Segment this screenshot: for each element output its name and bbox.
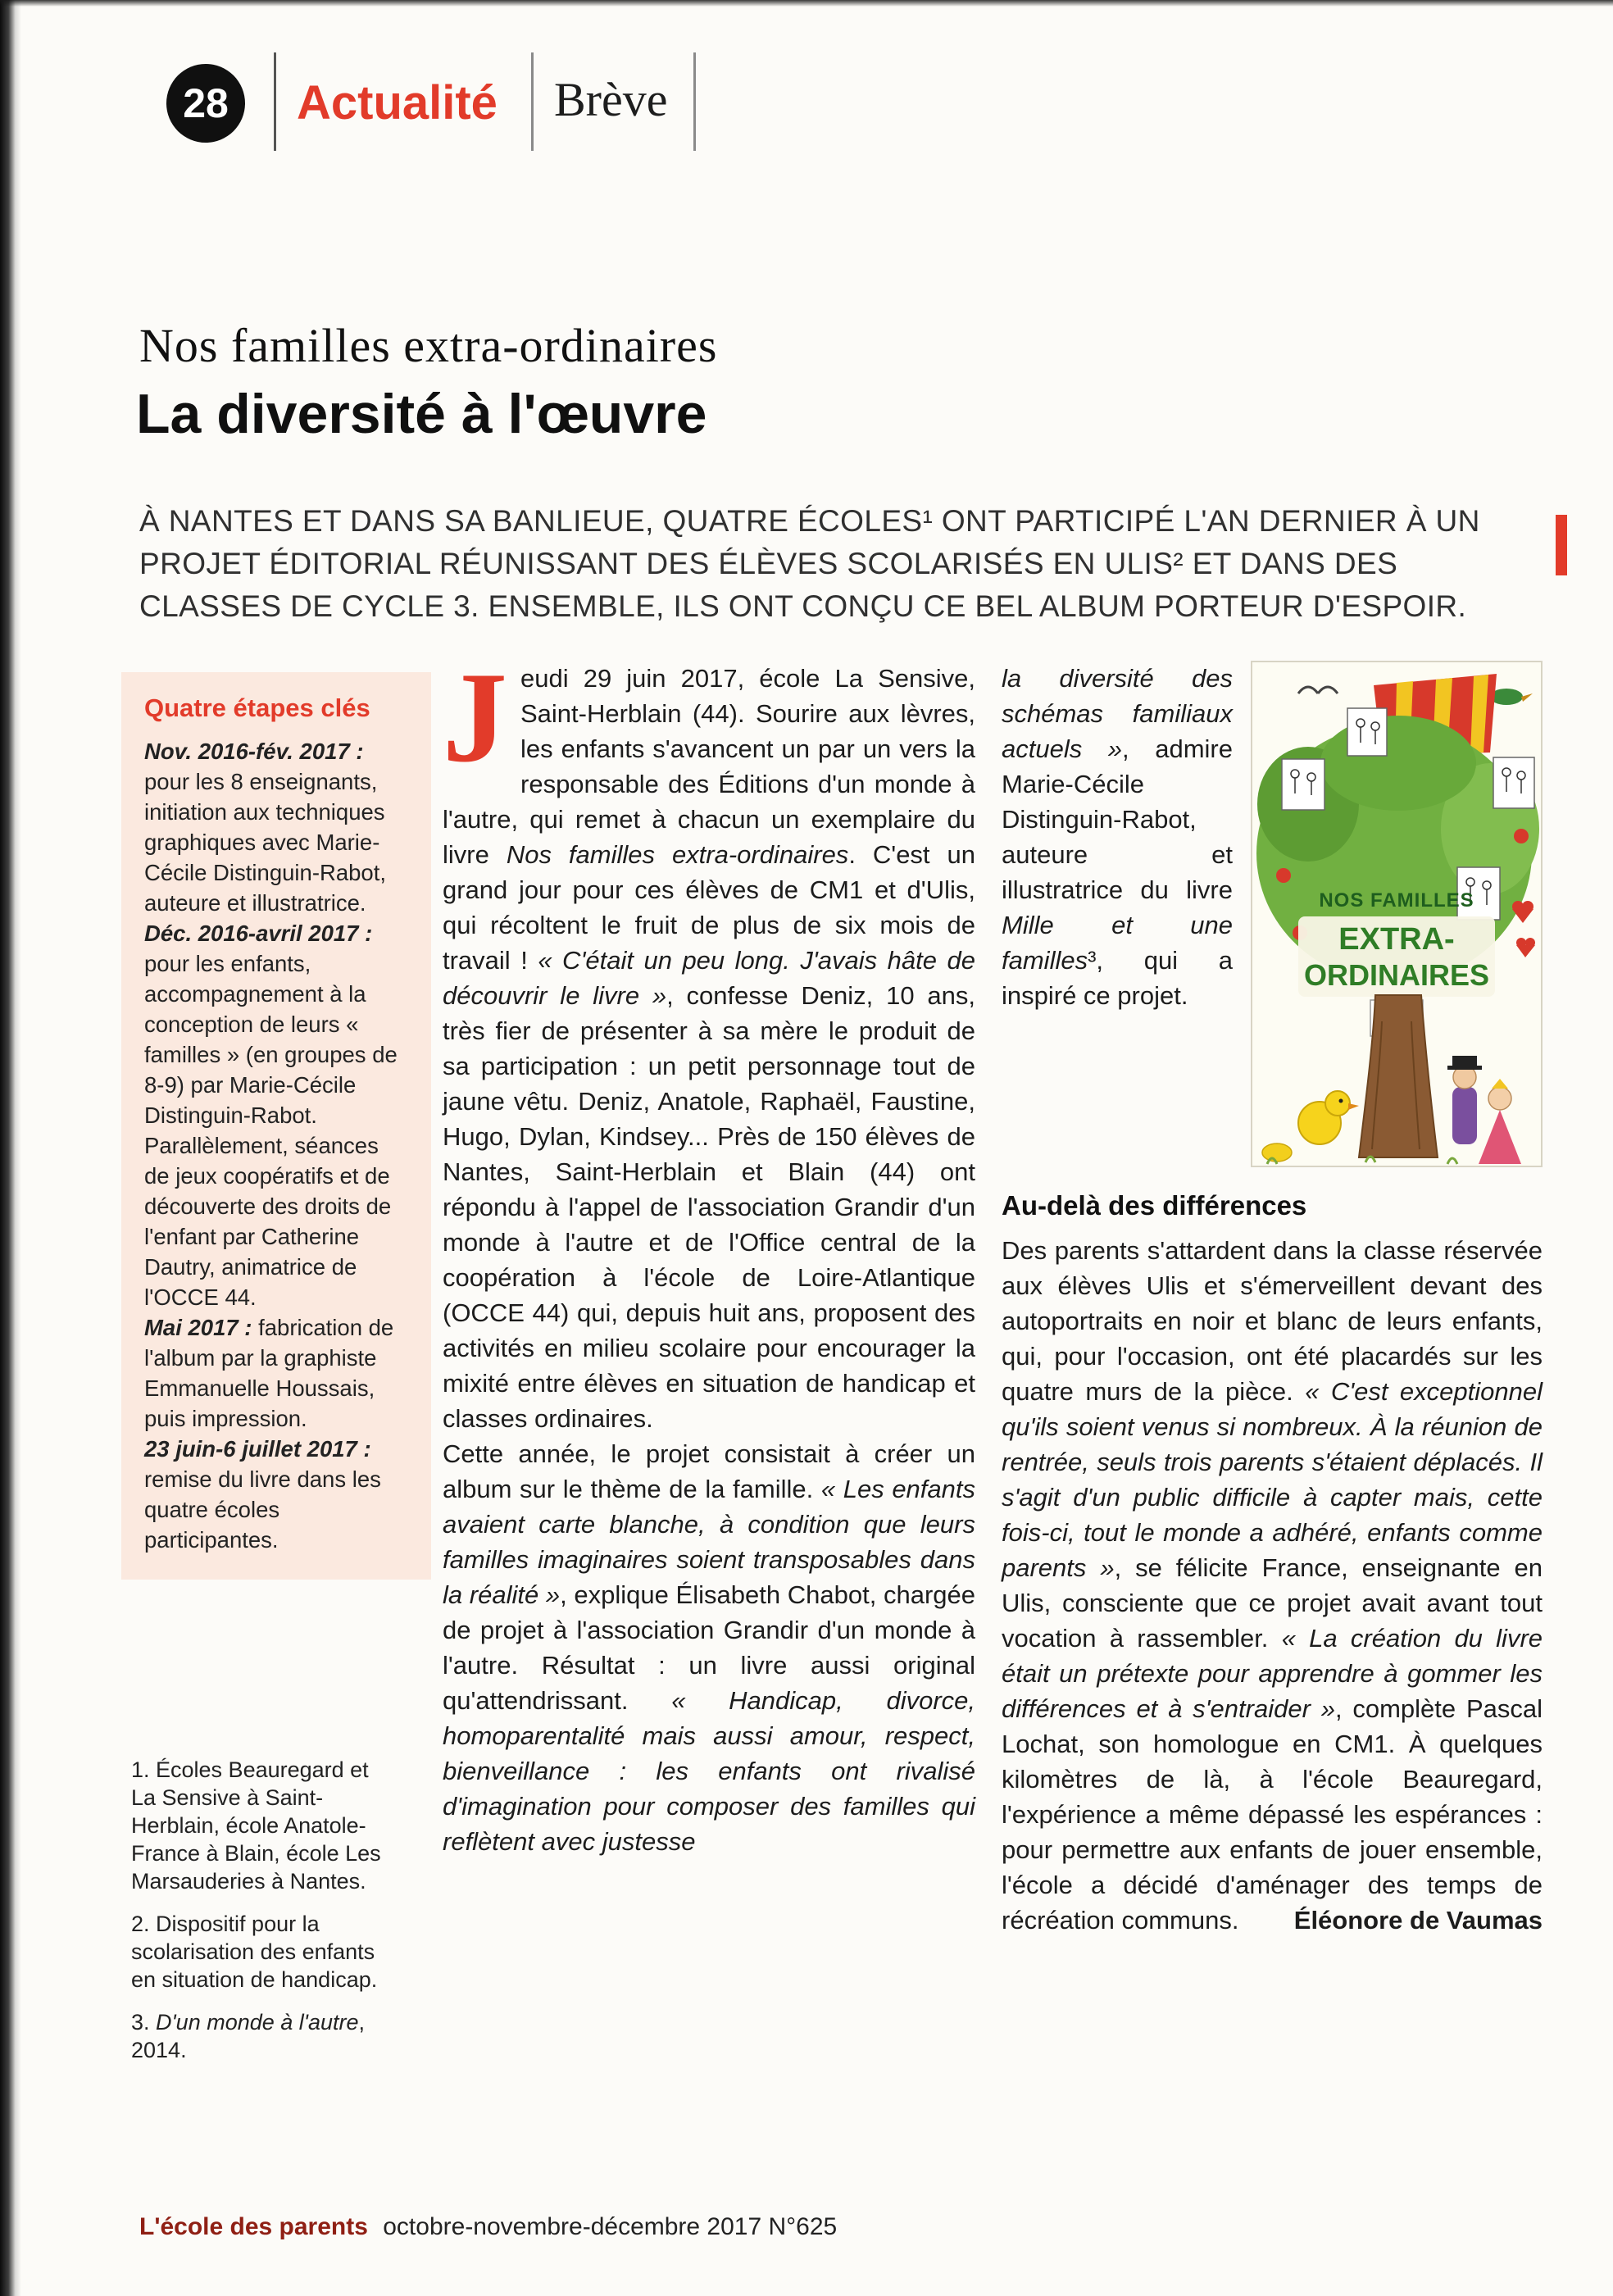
article-paragraph-3: la diversité des schémas familiaux actuels », admire Marie-Cécile Distinguin-Rabot, auteure et illustratrice du livre Mille et une familles³, qui a inspiré ce projet. bbox=[1002, 664, 1233, 1010]
key-step-date: Mai 2017 : bbox=[144, 1315, 259, 1340]
key-step-text: pour les 8 enseignants, initiation aux techniques graphiques avec Marie-Cécile Distinguin-Rabot, auteure et illustratrice. bbox=[144, 769, 386, 916]
key-step-text: fabrication de l'album par la graphiste Emmanuelle Houssais, puis impression. bbox=[144, 1315, 394, 1431]
book-cover-illustration bbox=[1251, 661, 1543, 1167]
key-steps-title: Quatre étapes clés bbox=[144, 693, 370, 722]
key-step-item bbox=[144, 1312, 408, 1434]
footnotes bbox=[131, 1756, 387, 2079]
article-column-1 bbox=[443, 646, 976, 1859]
key-step-item bbox=[144, 736, 408, 918]
footnote-2: 2. Dispositif pour la scolarisation des enfants en situation de handicap. bbox=[131, 1912, 378, 1992]
scan-edge-left bbox=[0, 0, 21, 2296]
article-column-2 bbox=[1002, 661, 1543, 1938]
footnote-3: 3. D'un monde à l'autre, 2014. bbox=[131, 2010, 366, 2062]
key-step-item bbox=[144, 1434, 408, 1555]
article-paragraph-2: Cette année, le projet consistait à créer un album sur le thème de la famille. « Les enfants avaient carte blanche, à condition que leurs familles imaginaires soient transposables dans la réalité », explique Élisabeth Chabot, chargée de projet à l'association Grandir d'un monde à l'autre. Résultat : un livre aussi original qu'attendrissant. « Handicap, divorce, homoparentalité mais aussi amour, respect, bienveillance : les enfants ont rivalisé d'imagination pour composer des familles qui reflètent avec justesse bbox=[443, 1439, 976, 1856]
article-kicker: Nos familles extra-ordinaires bbox=[139, 319, 718, 372]
page-footer bbox=[139, 2213, 837, 2241]
page-number-badge: 28 bbox=[166, 64, 245, 143]
key-steps-box bbox=[121, 672, 431, 1580]
photo-card bbox=[1347, 708, 1387, 756]
scan-edge-top bbox=[0, 0, 1613, 7]
book-title-line3: ORDINAIRES bbox=[1303, 958, 1490, 992]
issue-info: octobre-novembre-décembre 2017 N°625 bbox=[383, 2213, 838, 2240]
paragraph-text: eudi 29 juin 2017, école La Sensive, Saint-Herblain (44). Sourire aux lèvres, les enfants s'avancent un par un vers la responsable des Éditions d'un monde à l'autre, qui remet à chacun un exemplaire du livre Nos familles extra-ordinaires. C'est un grand jour pour ces élèves de CM1 et d'Ulis, qui récoltent le fruit de plus de six mois de travail ! « C'était un peu long. J'avais hâte de découvrir le livre », confesse Deniz, 10 ans, très fier de présenter à sa mère le produit de sa participation : un petit personnage tout de jaune vêtu. Deniz, Anatole, Raphaël, Faustine, Hugo, Dylan, Kindsey... Près de 150 élèves de Nantes, Saint-Herblain et Blain (44) ont répondu à l'appel de l'association Grandir d'un monde à l'autre et de l'Office central de la coopération à l'école de Loire-Atlantique (OCCE 44) qui, depuis huit ans, proposent des activités en milieu scolaire pour encourager la mixité entre élèves en situation de handicap et classes ordinaires. bbox=[443, 664, 975, 1433]
key-step-item bbox=[144, 918, 408, 1312]
section-label: Actualité bbox=[297, 76, 498, 130]
photo-card bbox=[1282, 759, 1324, 810]
article-standfirst: À NANTES ET DANS SA BANLIEUE, QUATRE ÉCOLES¹ ONT PARTICIPÉ L'AN DERNIER À UN PROJET ÉDITORIAL RÉUNISSANT DES ÉLÈVES SCOLARISÉS EN ULIS² ET DANS DES CLASSES DE CYCLE 3. ENSEMBLE, ILS ONT CONÇU CE BEL ALBUM PORTEUR D'ESPOIR. bbox=[139, 504, 1480, 623]
bird-icon bbox=[1262, 1143, 1292, 1162]
top-hat-figure bbox=[1447, 1056, 1482, 1144]
byline: Éléonore de Vaumas bbox=[1293, 1906, 1543, 1935]
article-paragraph-4 bbox=[1002, 1233, 1543, 1938]
subsection-label: Brève bbox=[554, 73, 668, 126]
header-divider bbox=[531, 52, 534, 151]
book-title-small: NOS FAMILLES bbox=[1319, 889, 1474, 912]
header-divider bbox=[693, 52, 696, 151]
photo-card bbox=[1493, 757, 1534, 808]
page-edge-red-mark bbox=[1556, 515, 1567, 575]
book-cover bbox=[1251, 661, 1543, 1167]
article-paragraph-1 bbox=[443, 646, 975, 1436]
footnote-1: 1. Écoles Beauregard et La Sensive à Saint-Herblain, école Anatole-France à Blain, école Les Marsauderies à Nantes. bbox=[131, 1757, 381, 1894]
dropcap: J bbox=[443, 646, 507, 789]
key-step-date: Nov. 2016-fév. 2017 : bbox=[144, 739, 364, 764]
book-title-line2: EXTRA- bbox=[1338, 922, 1455, 957]
article-title: La diversité à l'œuvre bbox=[136, 383, 707, 445]
magazine-name: L'école des parents bbox=[139, 2213, 368, 2240]
key-step-date: 23 juin-6 juillet 2017 : bbox=[144, 1436, 371, 1462]
key-step-text: pour les enfants, accompagnement à la conception de leurs « familles » (en groupes de 8-9) par Marie-Cécile Distinguin-Rabot. Parallèlement, séances de jeux coopératifs et de découverte des droits de l'enfant par Catherine Dautry, animatrice de l'OCCE 44. bbox=[144, 951, 398, 1310]
paragraph-text: Des parents s'attardent dans la classe réservée aux élèves Ulis et s'émerveillent devant des autoportraits en noir et blanc de leurs enfants, qui, pour l'occasion, ont été placardés sur les quatre murs de la pièce. « C'est exceptionnel qu'ils soient venus si nombreux. À la réunion de rentrée, seuls trois parents s'étaient déplacés. Il s'agit d'un public difficile à capter mais, cette fois-ci, tout le monde a adhéré, enfants comme parents », se félicite France, enseignante en Ulis, consciente que ce projet avait avant tout vocation à rassembler. « La création du livre était un prétexte pour apprendre à gommer les différences et à s'entraider », complète Pascal Lochat, son homologue en CM1. À quelques kilomètres de là, à l'école Beauregard, l'expérience a même dépassé les espérances : pour permettre aux enfants de jouer ensemble, l'école a décidé d'aménager des temps de récréation communs. bbox=[1002, 1236, 1543, 1935]
article-subhead: Au-delà des différences bbox=[1002, 1190, 1307, 1221]
key-step-date: Déc. 2016-avril 2017 : bbox=[144, 921, 373, 946]
key-step-text: remise du livre dans les quatre écoles participantes. bbox=[144, 1466, 381, 1553]
header-divider bbox=[274, 52, 276, 151]
